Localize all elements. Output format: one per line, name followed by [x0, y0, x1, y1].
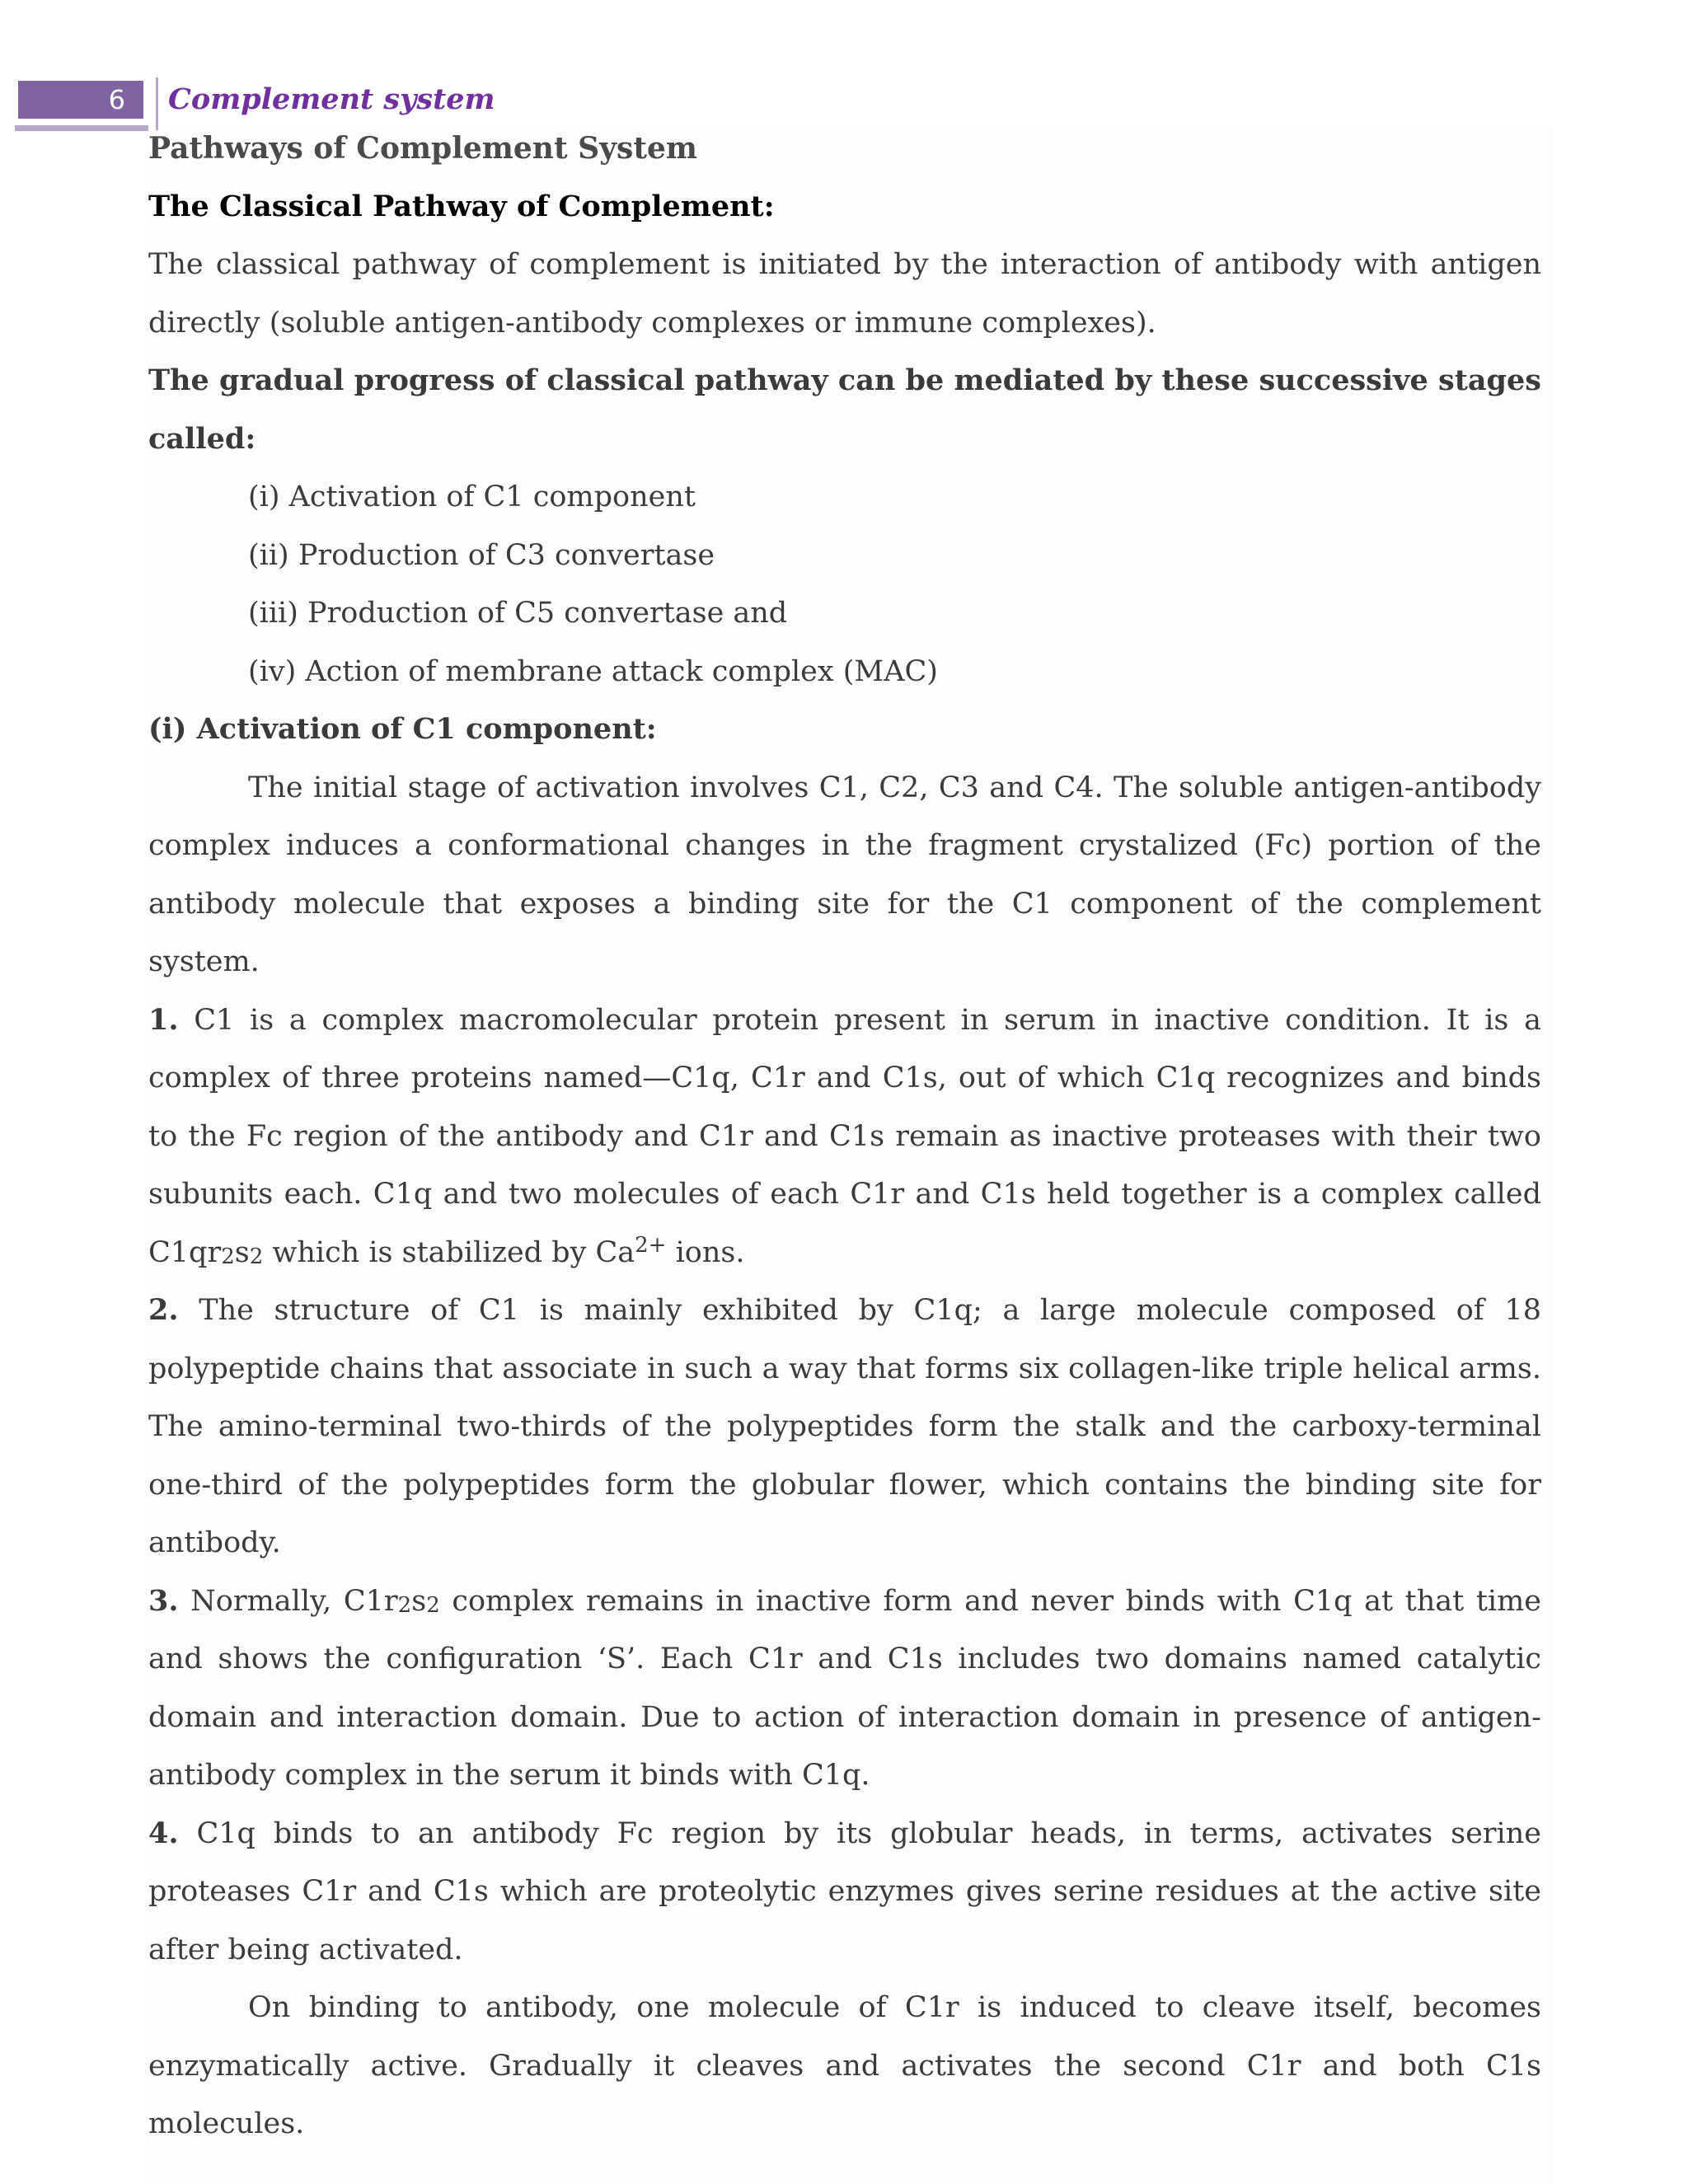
- subscript: 2: [221, 1244, 235, 1269]
- point-number: 4.: [148, 1816, 179, 1850]
- point-text: complex remains in inactive form and never binds with C1q at that time and shows the configuration ‘S’. Each C1r and C1s includes two domains named catalytic domain and interaction domain. Due to action of interaction domain in presence of antigen- antibody complex in the serum it binds with C1q.: [148, 1584, 1541, 1792]
- point-text: ions.: [666, 1235, 745, 1269]
- numbered-point-1: [148, 991, 1541, 1282]
- subscript: 2: [426, 1592, 440, 1618]
- running-title: Complement system: [168, 82, 495, 116]
- stage-item: (ii) Production of C3 convertase: [248, 538, 715, 572]
- stage-item: (iv) Action of membrane attack complex (MAC): [248, 654, 938, 688]
- classical-pathway-heading: The Classical Pathway of Complement:: [148, 189, 775, 223]
- page-number-underline: [15, 125, 148, 131]
- point-text: The structure of C1 is mainly exhibited by C1q; a large molecule composed of 18 polypeptide chains that associate in such a way that forms six collagen-like triple helical arms. The amino-terminal two-thirds of the polypeptides form the stalk and the carboxy-terminal one-third of the polypeptides form the globular flower, which contains the binding site for antibody.: [148, 1294, 1541, 1559]
- point-number: 3.: [148, 1583, 179, 1618]
- point-text: s: [411, 1584, 427, 1618]
- point-text: which is stabilized by Ca: [263, 1235, 635, 1269]
- stages-heading: The gradual progress of classical pathway can be mediated by these successive stages called:: [148, 363, 1541, 456]
- point-text: s: [234, 1235, 250, 1269]
- document-body: [148, 120, 1541, 2154]
- closing-paragraph: On binding to antibody, one molecule of C1r is induced to cleave itself, becomes enzymatically active. Gradually it cleaves and activates the second C1r and both C1s molecules.: [148, 1991, 1541, 2140]
- subscript: 2: [249, 1244, 264, 1269]
- point-number: 1.: [148, 1002, 179, 1037]
- subscript: 2: [397, 1592, 412, 1618]
- c1-activation-heading: (i) Activation of C1 component:: [148, 712, 657, 746]
- page-number: 6: [18, 81, 143, 119]
- point-number: 2.: [148, 1293, 179, 1327]
- stage-item: (iii) Production of C5 convertase and: [248, 597, 788, 630]
- numbered-point-2: [148, 1282, 1541, 1572]
- point-text: C1q binds to an antibody Fc region by its globular heads, in terms, activates serine proteases C1r and C1s which are proteolytic enzymes gives serine residues at the active site after being activated.: [148, 1816, 1541, 1966]
- numbered-point-4: [148, 1805, 1541, 1980]
- point-text: Normally, C1r: [190, 1584, 398, 1618]
- stage-item: (i) Activation of C1 component: [248, 480, 696, 513]
- superscript: 2+: [635, 1232, 667, 1258]
- classical-intro-paragraph: The classical pathway of complement is initiated by the interaction of antibody with antigen directly (soluble antigen-antibody complexes or immune complexes).: [148, 248, 1541, 340]
- section-title: Pathways of Complement System: [148, 131, 697, 166]
- c1-activation-intro: The initial stage of activation involves C1, C2, C3 and C4. The soluble antigen-antibody complex induces a conformational changes in the fragment crystalized (Fc) portion of the antibody molecule that exposes a binding site for the C1 component of the complement system.: [148, 771, 1541, 978]
- numbered-point-3: [148, 1572, 1541, 1805]
- point-text: C1 is a complex macromolecular protein present in serum in inactive condition. It is a complex of three proteins named—C1q, C1r and C1s, out of which C1q recognizes and binds to the Fc region of the antibody and C1r and C1s remain as inactive proteases with their two subunits each. C1q and two molecules of each C1r and C1s held together is a complex called C1qr: [148, 1003, 1541, 1269]
